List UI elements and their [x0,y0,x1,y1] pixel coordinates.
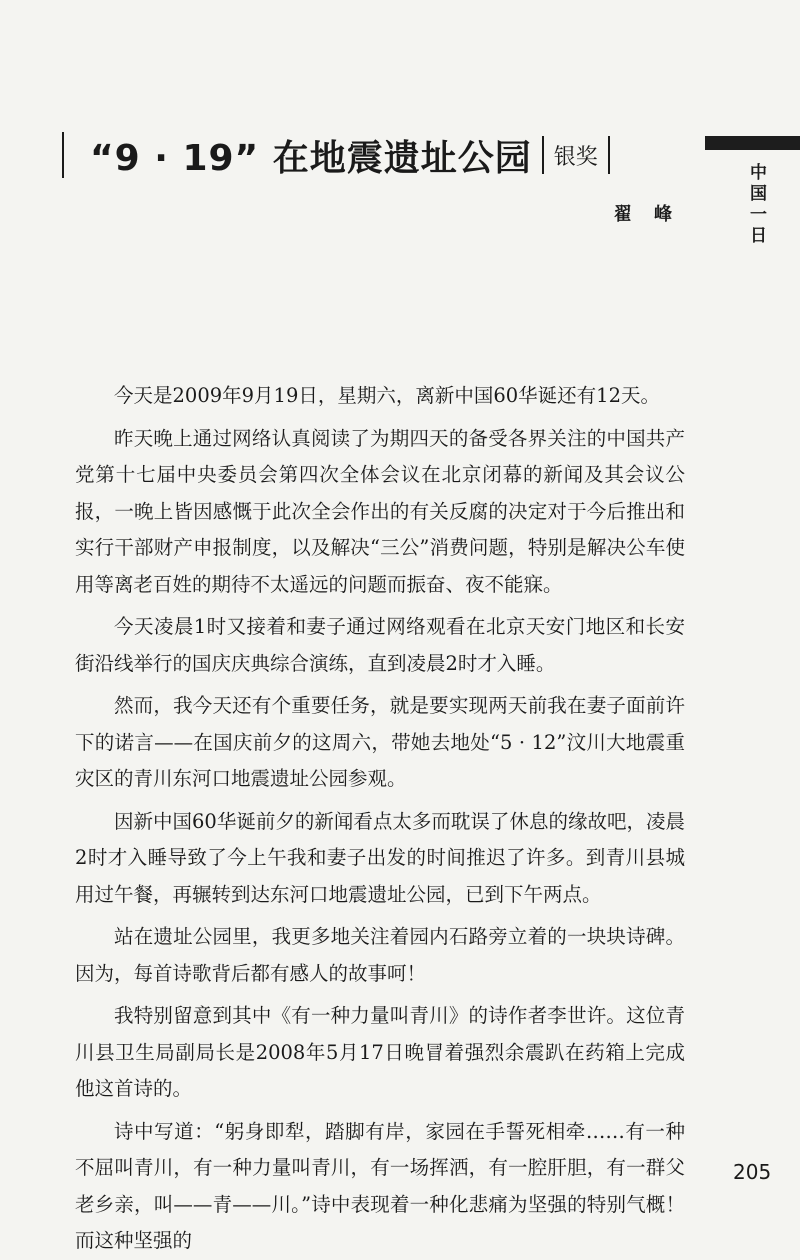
paragraph: 站在遗址公园里，我更多地关注着园内石路旁立着的一块块诗碑。因为，每首诗歌背后都有感人的故事呵！ [75,925,685,985]
paragraph: 因新中国60华诞前夕的新闻看点太多而耽误了休息的缘故吧，凌晨2时才入睡导致了今上午我和妻子出发的时间推迟了许多。到青川县城用过午餐，再辗转到达东河口地震遗址公园，已到下午两点。 [75,809,685,906]
paragraph: 我特别留意到其中《有一种力量叫青川》的诗作者李世许。这位青川县卫生局副局长是2008年5月17日晚冒着强烈余震趴在药箱上完成他这首诗的。 [75,1004,685,1100]
paragraph: 诗中写道：“躬身即犁，踏脚有岸，家园在手誓死相牵……有一种不屈叫青川，有一种力量叫青川，有一场挥洒，有一腔肝胆，有一群父老乡亲，叫——青——川。”诗中表现着一种化悲痛为坚强的特别气概！而这种坚强的 [75,1119,685,1252]
paragraph: 今天是2009年9月19日，星期六，离新中国60华诞还有12天。 [114,384,660,407]
paragraph: 昨天晚上通过网络认真阅读了为期四天的备受各界关注的中国共产党第十七届中央委员会第四次全体会议在北京闭幕的新闻及其会议公报，一晚上皆因感慨于此次全会作出的有关反腐的决定对于今后推出和实行干部财产申报制度，以及解决“三公”消费问题，特别是解决公车使用等离老百姓的期待不太遥远的问题而振奋、夜不能寐。 [75,426,685,596]
section-side-label: 中国一日 [746,163,766,247]
page-title: “9 · 19” 在地震遗址公园 [90,137,532,179]
award-label: 银奖 [553,144,598,170]
body-text [75,378,685,1260]
title-left-bar [62,132,64,178]
title-right-bar [608,136,610,174]
title-row [62,130,610,180]
title-divider-bar [542,136,544,174]
paragraph: 今天凌晨1时又接着和妻子通过网络观看在北京天安门地区和长安街沿线举行的国庆庆典综合演练，直到凌晨2时才入睡。 [75,615,685,675]
section-tab-block [705,136,800,150]
page-number: 205 [733,1160,772,1184]
author-name: 翟 峰 [613,204,680,225]
paragraph: 然而，我今天还有个重要任务，就是要实现两天前我在妻子面前许下的诺言——在国庆前夕的这周六，带她去地处“5 · 12”汶川大地震重灾区的青川东河口地震遗址公园参观。 [75,694,685,790]
